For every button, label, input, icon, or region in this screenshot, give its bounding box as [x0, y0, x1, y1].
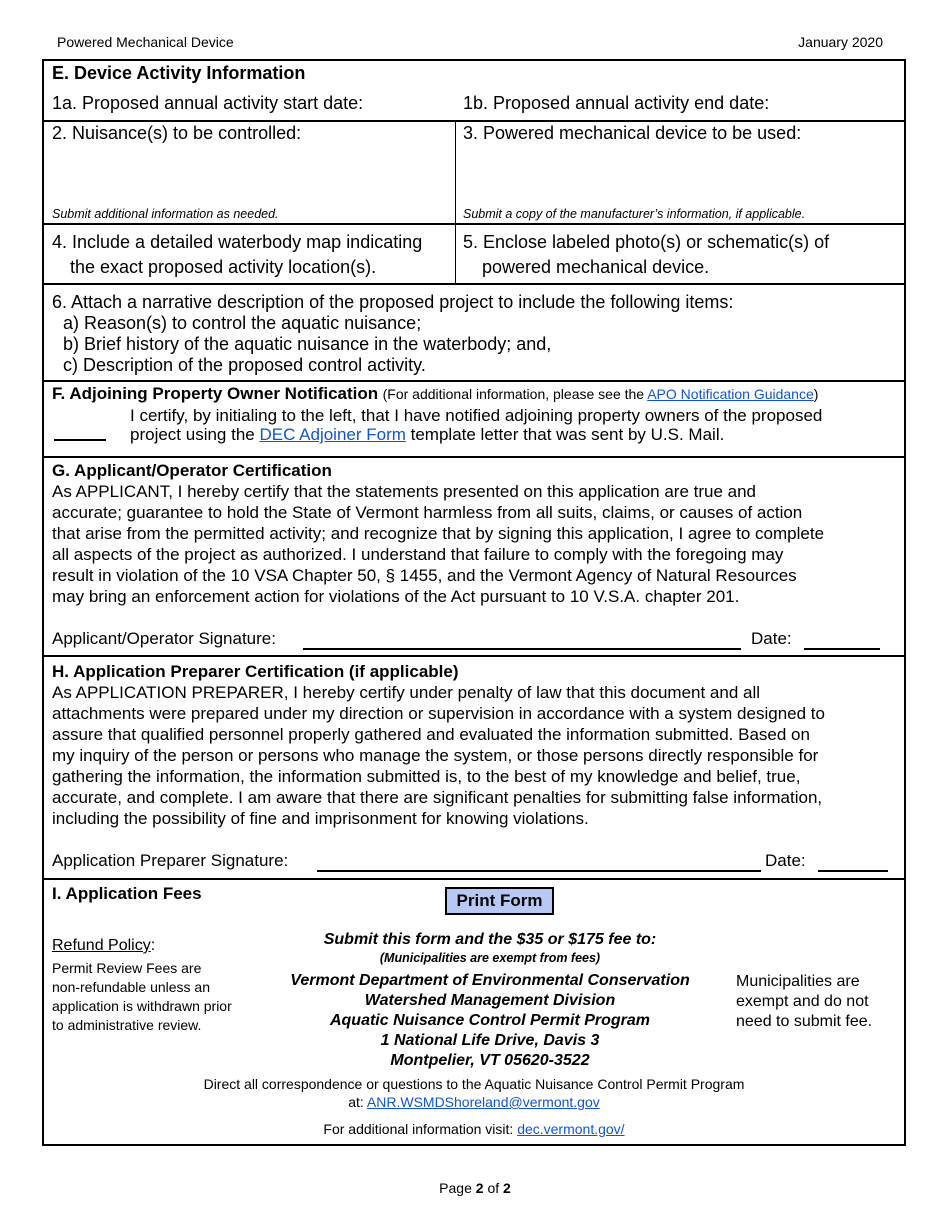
- q6-item-b: b) Brief history of the aquatic nuisance in the waterbody; and,: [63, 334, 552, 354]
- direct-correspondence-line: Direct all correspondence or questions to the Aquatic Nuisance Control Permit Program: [203, 1076, 745, 1092]
- header-form-name: Powered Mechanical Device: [57, 34, 234, 50]
- refund-policy-title: Refund Policy: [52, 937, 151, 954]
- refund-line: application is withdrawn prior: [52, 998, 232, 1014]
- current-page: 2: [475, 1180, 484, 1196]
- applicant-date-field[interactable]: [804, 648, 880, 650]
- header-date: January 2020: [798, 34, 883, 50]
- q4-line2: the exact proposed activity location(s).: [70, 257, 377, 277]
- certify-line-2-suffix: template letter that was sent by U.S. Mail.: [405, 425, 725, 444]
- section-g-line-3: that arise from the permitted activity; and recognize that by signing this application, I agree to complete: [52, 524, 825, 543]
- refund-policy-heading: [52, 937, 155, 955]
- column-divider: [455, 225, 456, 283]
- total-pages: 2: [503, 1180, 511, 1196]
- address-line: Watershed Management Division: [364, 992, 616, 1009]
- section-h-line-7: including the possibility of fine and imprisonment for knowing violations.: [52, 809, 589, 828]
- q2-label: 2. Nuisance(s) to be controlled:: [52, 123, 302, 143]
- mailing-address: [240, 971, 740, 1071]
- section-i: [44, 880, 904, 1144]
- section-h-line-3: assure that qualified personnel properly gathered and evaluated the information submitted. Based on: [52, 725, 810, 744]
- section-f-title: F. Adjoining Property Owner Notification: [52, 384, 379, 403]
- additional-info-line: [44, 1121, 904, 1137]
- print-form-button[interactable]: Print Form: [445, 887, 554, 915]
- certify-line-2: [130, 424, 724, 445]
- section-e-title: E. Device Activity Information: [52, 63, 306, 83]
- submit-instruction: Submit this form and the $35 or $175 fee to:: [323, 931, 657, 948]
- municipalities-note: [736, 972, 872, 1032]
- preparer-signature-label: Application Preparer Signature:: [52, 851, 289, 870]
- section-e-header-row: [44, 61, 904, 122]
- dec-adjoiner-form-link[interactable]: DEC Adjoiner Form: [259, 425, 406, 444]
- page-of: of: [483, 1180, 504, 1196]
- apo-guidance-link[interactable]: APO Notification Guidance: [647, 386, 814, 402]
- refund-line: to administrative review.: [52, 1017, 202, 1033]
- section-h-line-2: attachments were prepared under my direction or supervision in accordance with a system designed to: [52, 704, 825, 723]
- section-e-row-2: [44, 122, 904, 225]
- initials-field[interactable]: [54, 439, 106, 441]
- q6-item-a: a) Reason(s) to control the aquatic nuisance;: [63, 313, 422, 333]
- section-h: [44, 657, 904, 880]
- address-line: Montpelier, VT 05620-3522: [390, 1052, 590, 1069]
- visit-prefix: For additional information visit:: [323, 1121, 518, 1137]
- address-line: Aquatic Nuisance Control Permit Program: [329, 1012, 651, 1029]
- section-h-line-5: gathering the information, the information submitted is, to the best of my knowledge and belief, true,: [52, 767, 801, 786]
- refund-policy-colon: :: [150, 937, 156, 954]
- section-f: [44, 382, 904, 458]
- section-f-note-prefix: (For additional information, please see the: [382, 386, 648, 402]
- address-line: Vermont Department of Environmental Conservation: [290, 972, 690, 989]
- section-e-row-3: [44, 225, 904, 285]
- preparer-date-field[interactable]: [818, 870, 888, 872]
- refund-line: non-refundable unless an: [52, 979, 211, 995]
- certify-line-2-prefix: project using the: [130, 425, 260, 444]
- muni-line: need to submit fee.: [736, 1013, 873, 1030]
- section-h-line-4: my inquiry of the person or persons who manage the system, or those persons directly responsible for: [52, 746, 819, 765]
- section-g-line-6: may bring an enforcement action for violations of the Act pursuant to 10 V.S.A. chapter 201.: [52, 587, 740, 606]
- q3-label: 3. Powered mechanical device to be used:: [463, 123, 802, 143]
- applicant-signature-field[interactable]: [303, 648, 741, 650]
- column-divider: [455, 122, 456, 223]
- q4-line1: 4. Include a detailed waterbody map indicating: [52, 232, 423, 252]
- applicant-date-label: Date:: [751, 629, 792, 648]
- q5-line1: 5. Enclose labeled photo(s) or schematic(s) of: [463, 232, 830, 252]
- dec-website-link[interactable]: dec.vermont.gov/: [517, 1121, 625, 1137]
- section-g-line-5: result in violation of the 10 VSA Chapter 50, § 1455, and the Vermont Agency of Natural Resources: [52, 566, 797, 585]
- applicant-signature-label: Applicant/Operator Signature:: [52, 629, 276, 648]
- section-f-note-suffix: ): [813, 386, 819, 402]
- muni-line: exempt and do not: [736, 993, 869, 1010]
- q2-note: Submit additional information as needed.: [52, 207, 279, 221]
- section-g-line-1: As APPLICANT, I hereby certify that the statements presented on this application are true and: [52, 482, 756, 501]
- page-prefix: Page: [439, 1180, 476, 1196]
- certify-line-1: I certify, by initialing to the left, that I have notified adjoining property owners of the proposed: [130, 406, 823, 425]
- contact-email-line: [44, 1094, 904, 1110]
- q6-label: 6. Attach a narrative description of the proposed project to include the following items:: [52, 292, 734, 312]
- email-prefix: at:: [348, 1094, 367, 1110]
- section-e-row-4: [44, 285, 904, 382]
- form-frame: [42, 59, 906, 1146]
- section-i-title: I. Application Fees: [52, 884, 202, 903]
- section-g-line-4: all aspects of the project as authorized. I understand that failure to comply with the foregoing may: [52, 545, 784, 564]
- section-f-heading: [52, 384, 818, 404]
- section-g-line-2: accurate; guarantee to hold the State of Vermont harmless from all suits, claims, or causes of action: [52, 503, 803, 522]
- q5-line2: powered mechanical device.: [482, 257, 710, 277]
- page-number: [0, 1180, 950, 1196]
- preparer-date-label: Date:: [765, 851, 806, 870]
- section-g: [44, 458, 904, 657]
- section-h-line-1: As APPLICATION PREPARER, I hereby certify under penalty of law that this document and all: [52, 683, 761, 702]
- refund-policy-text: [52, 959, 232, 1035]
- refund-line: Permit Review Fees are: [52, 960, 202, 976]
- muni-line: Municipalities are: [736, 973, 860, 990]
- section-h-line-6: accurate, and complete. I am aware that there are significant penalties for submitting false information,: [52, 788, 823, 807]
- section-g-title: G. Applicant/Operator Certification: [52, 461, 332, 480]
- municipality-exempt-note: (Municipalities are exempt from fees): [379, 951, 601, 965]
- q3-note: Submit a copy of the manufacturer’s information, if applicable.: [463, 207, 806, 221]
- preparer-signature-field[interactable]: [317, 870, 761, 872]
- q1a-label: 1a. Proposed annual activity start date:: [52, 93, 364, 113]
- section-h-title: H. Application Preparer Certification (if applicable): [52, 662, 459, 681]
- address-line: 1 National Life Drive, Davis 3: [380, 1032, 600, 1049]
- q6-item-c: c) Description of the proposed control activity.: [63, 355, 426, 375]
- contact-email-link[interactable]: ANR.WSMDShoreland@vermont.gov: [366, 1094, 600, 1110]
- q1b-label: 1b. Proposed annual activity end date:: [463, 93, 770, 113]
